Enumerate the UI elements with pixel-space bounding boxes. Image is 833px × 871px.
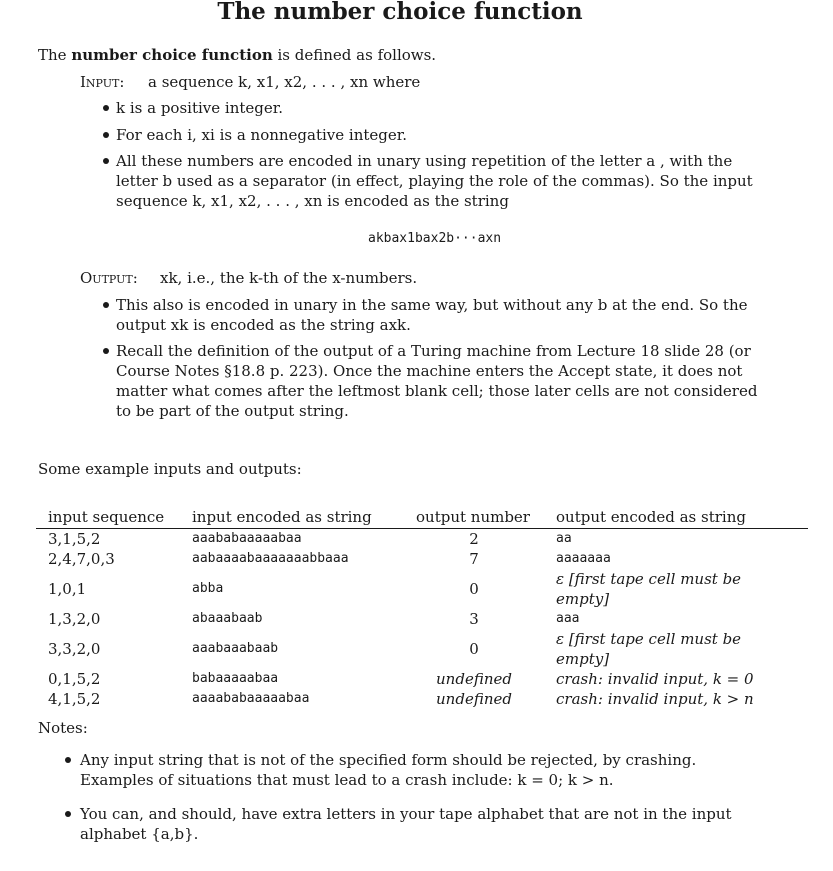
table-row: 1,0,1 abba 0 ε [first tape cell must be empty] xyxy=(48,570,742,608)
table-header-row xyxy=(36,507,808,529)
output-label: Output: xyxy=(80,269,138,287)
bullet-dot xyxy=(65,757,71,763)
note-1: Any input string that is not of the specified form should be rejected, by crashing. Examples of situations that must lead to a crash include: k = 0; k > n. xyxy=(80,751,697,789)
note-2: You can, and should, have extra letters in your tape alphabet that are not in the input alphabet {a,b}. xyxy=(80,805,732,843)
input-bullet-3: All these numbers are encoded in unary using repetition of the letter a , with the letter b used as a separator (in effect, playing the role of the commas). So the input sequence k, x1, x2, . . . , xn is encoded as the string xyxy=(116,152,753,210)
bullet-dot xyxy=(103,105,109,111)
encoding-formula: akbax1bax2b···axn xyxy=(368,231,502,246)
col-header-output-encoded: output encoded as string xyxy=(544,507,808,529)
bullet-dot xyxy=(103,158,109,164)
bullet-dot xyxy=(103,302,109,308)
table-row: 2,4,7,0,3 aabaaaabaaaaaaabbaaa 7 aaaaaaa xyxy=(48,550,611,568)
output-text: xk, i.e., the k-th of the x-numbers. xyxy=(160,269,418,287)
input-text: a sequence k, x1, x2, . . . , xn where xyxy=(148,73,421,91)
notes-heading: Notes: xyxy=(38,719,88,737)
intro-bold-term: number choice function xyxy=(71,46,273,64)
col-header-output-number: output number xyxy=(404,507,544,529)
table-row: 3,1,5,2 aaababaaaaabaa 2 aa xyxy=(48,530,572,548)
intro-paragraph: The number choice function is defined as follows. xyxy=(38,46,437,64)
table-row: 1,3,2,0 abaaabaab 3 aaa xyxy=(48,610,580,628)
table-row: 0,1,5,2 babaaaaabaa undefined crash: invalid input, k = 0 xyxy=(48,670,754,688)
col-header-input-sequence: input sequence xyxy=(36,507,180,529)
output-bullet-1: This also is encoded in unary in the same way, but without any b at the end. So the output xk is encoded as the string axk. xyxy=(116,296,748,334)
table-row: 3,3,2,0 aaabaaabaab 0 ε [first tape cell must be empty] xyxy=(48,630,742,668)
input-bullet-1: k is a positive integer. xyxy=(116,99,284,117)
table-row: 4,1,5,2 aaaababaaaaabaa undefined crash: invalid input, k > n xyxy=(48,690,754,708)
examples-table xyxy=(36,507,808,709)
col-header-input-encoded: input encoded as string xyxy=(180,507,404,529)
bullet-dot xyxy=(103,132,109,138)
examples-heading: Some example inputs and outputs: xyxy=(38,460,302,478)
bullet-dot xyxy=(65,811,71,817)
output-bullet-2: Recall the definition of the output of a Turing machine from Lecture 18 slide 28 (or Course Notes §18.8 p. 223). Once the machine enters the Accept state, it does not matter what comes after the leftmost blank cell; those later cells are not considered to be part of the output string. xyxy=(116,342,758,420)
bullet-dot xyxy=(103,348,109,354)
input-bullet-2: For each i, xi is a nonnegative integer. xyxy=(116,126,408,144)
page-title: The number choice function xyxy=(217,0,583,25)
input-label: Input: xyxy=(80,73,125,91)
